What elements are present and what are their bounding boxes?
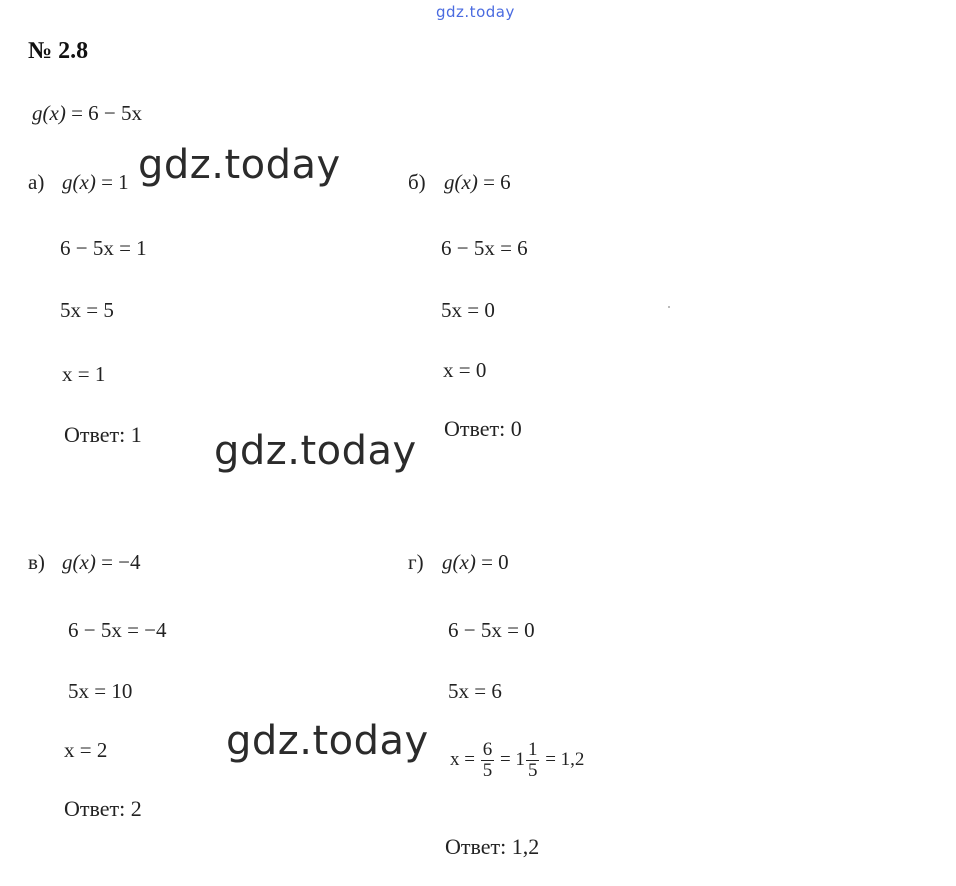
- part-g-step-2: 5x = 6: [448, 679, 502, 703]
- part-b-step-3: x = 0: [443, 358, 487, 382]
- part-g-fn: g(x): [442, 550, 476, 574]
- part-g-condition: [442, 550, 509, 575]
- function-definition: [32, 101, 142, 126]
- part-g-step-1: 6 − 5x = 0: [448, 618, 535, 642]
- fraction-denominator: 5: [527, 759, 538, 781]
- part-b-step-1: 6 − 5x = 6: [441, 236, 528, 260]
- fraction-numerator: 6: [482, 739, 493, 760]
- function-rhs: = 6 − 5x: [71, 101, 142, 125]
- fraction-one-fifth: [526, 740, 540, 781]
- part-g-final-equation: [450, 740, 584, 781]
- part-g-condition-value: = 0: [481, 550, 509, 574]
- part-b-label: б): [408, 170, 426, 194]
- part-a-condition-value: = 1: [101, 170, 129, 194]
- part-b-fn: g(x): [444, 170, 478, 194]
- part-b-condition-value: = 6: [483, 170, 511, 194]
- part-v-step-1: 6 − 5x = −4: [68, 618, 167, 642]
- problem-number: № 2.8: [28, 38, 89, 64]
- part-v-condition: [62, 550, 141, 575]
- part-v-step-3: x = 2: [64, 738, 108, 762]
- part-g-final-eq1: = 1: [499, 748, 525, 770]
- part-v-step-2: 5x = 10: [68, 679, 133, 703]
- watermark-top: gdz.today: [436, 3, 515, 21]
- part-a-answer: Ответ: 1: [64, 422, 142, 447]
- part-a-step-3: x = 1: [62, 362, 106, 386]
- part-b-answer: Ответ: 0: [444, 416, 522, 441]
- part-g-final-lhs: x =: [450, 748, 475, 770]
- part-a-condition: [62, 170, 129, 195]
- part-a-fn: g(x): [62, 170, 96, 194]
- part-g-answer: Ответ: 1,2: [445, 834, 540, 859]
- watermark-1: gdz.today: [138, 142, 341, 188]
- part-b-step-2: 5x = 0: [441, 298, 495, 322]
- part-v-fn: g(x): [62, 550, 96, 574]
- fraction-denominator: 5: [482, 759, 493, 781]
- part-a-label: а): [28, 170, 45, 194]
- scan-speck: [668, 306, 670, 308]
- fraction-numerator: 1: [527, 739, 538, 760]
- function-lhs: g(x): [32, 101, 66, 125]
- part-a-step-1: 6 − 5x = 1: [60, 236, 147, 260]
- part-g-label: г): [408, 550, 424, 574]
- watermark-3: gdz.today: [226, 718, 429, 764]
- part-a-step-2: 5x = 5: [60, 298, 114, 322]
- part-v-answer: Ответ: 2: [64, 796, 142, 821]
- watermark-2: gdz.today: [214, 428, 417, 474]
- part-g-final-eq2: = 1,2: [545, 748, 585, 770]
- part-v-condition-value: = −4: [101, 550, 141, 574]
- fraction-six-fifths: [481, 740, 495, 781]
- part-b-condition: [444, 170, 511, 195]
- part-v-label: в): [28, 550, 45, 574]
